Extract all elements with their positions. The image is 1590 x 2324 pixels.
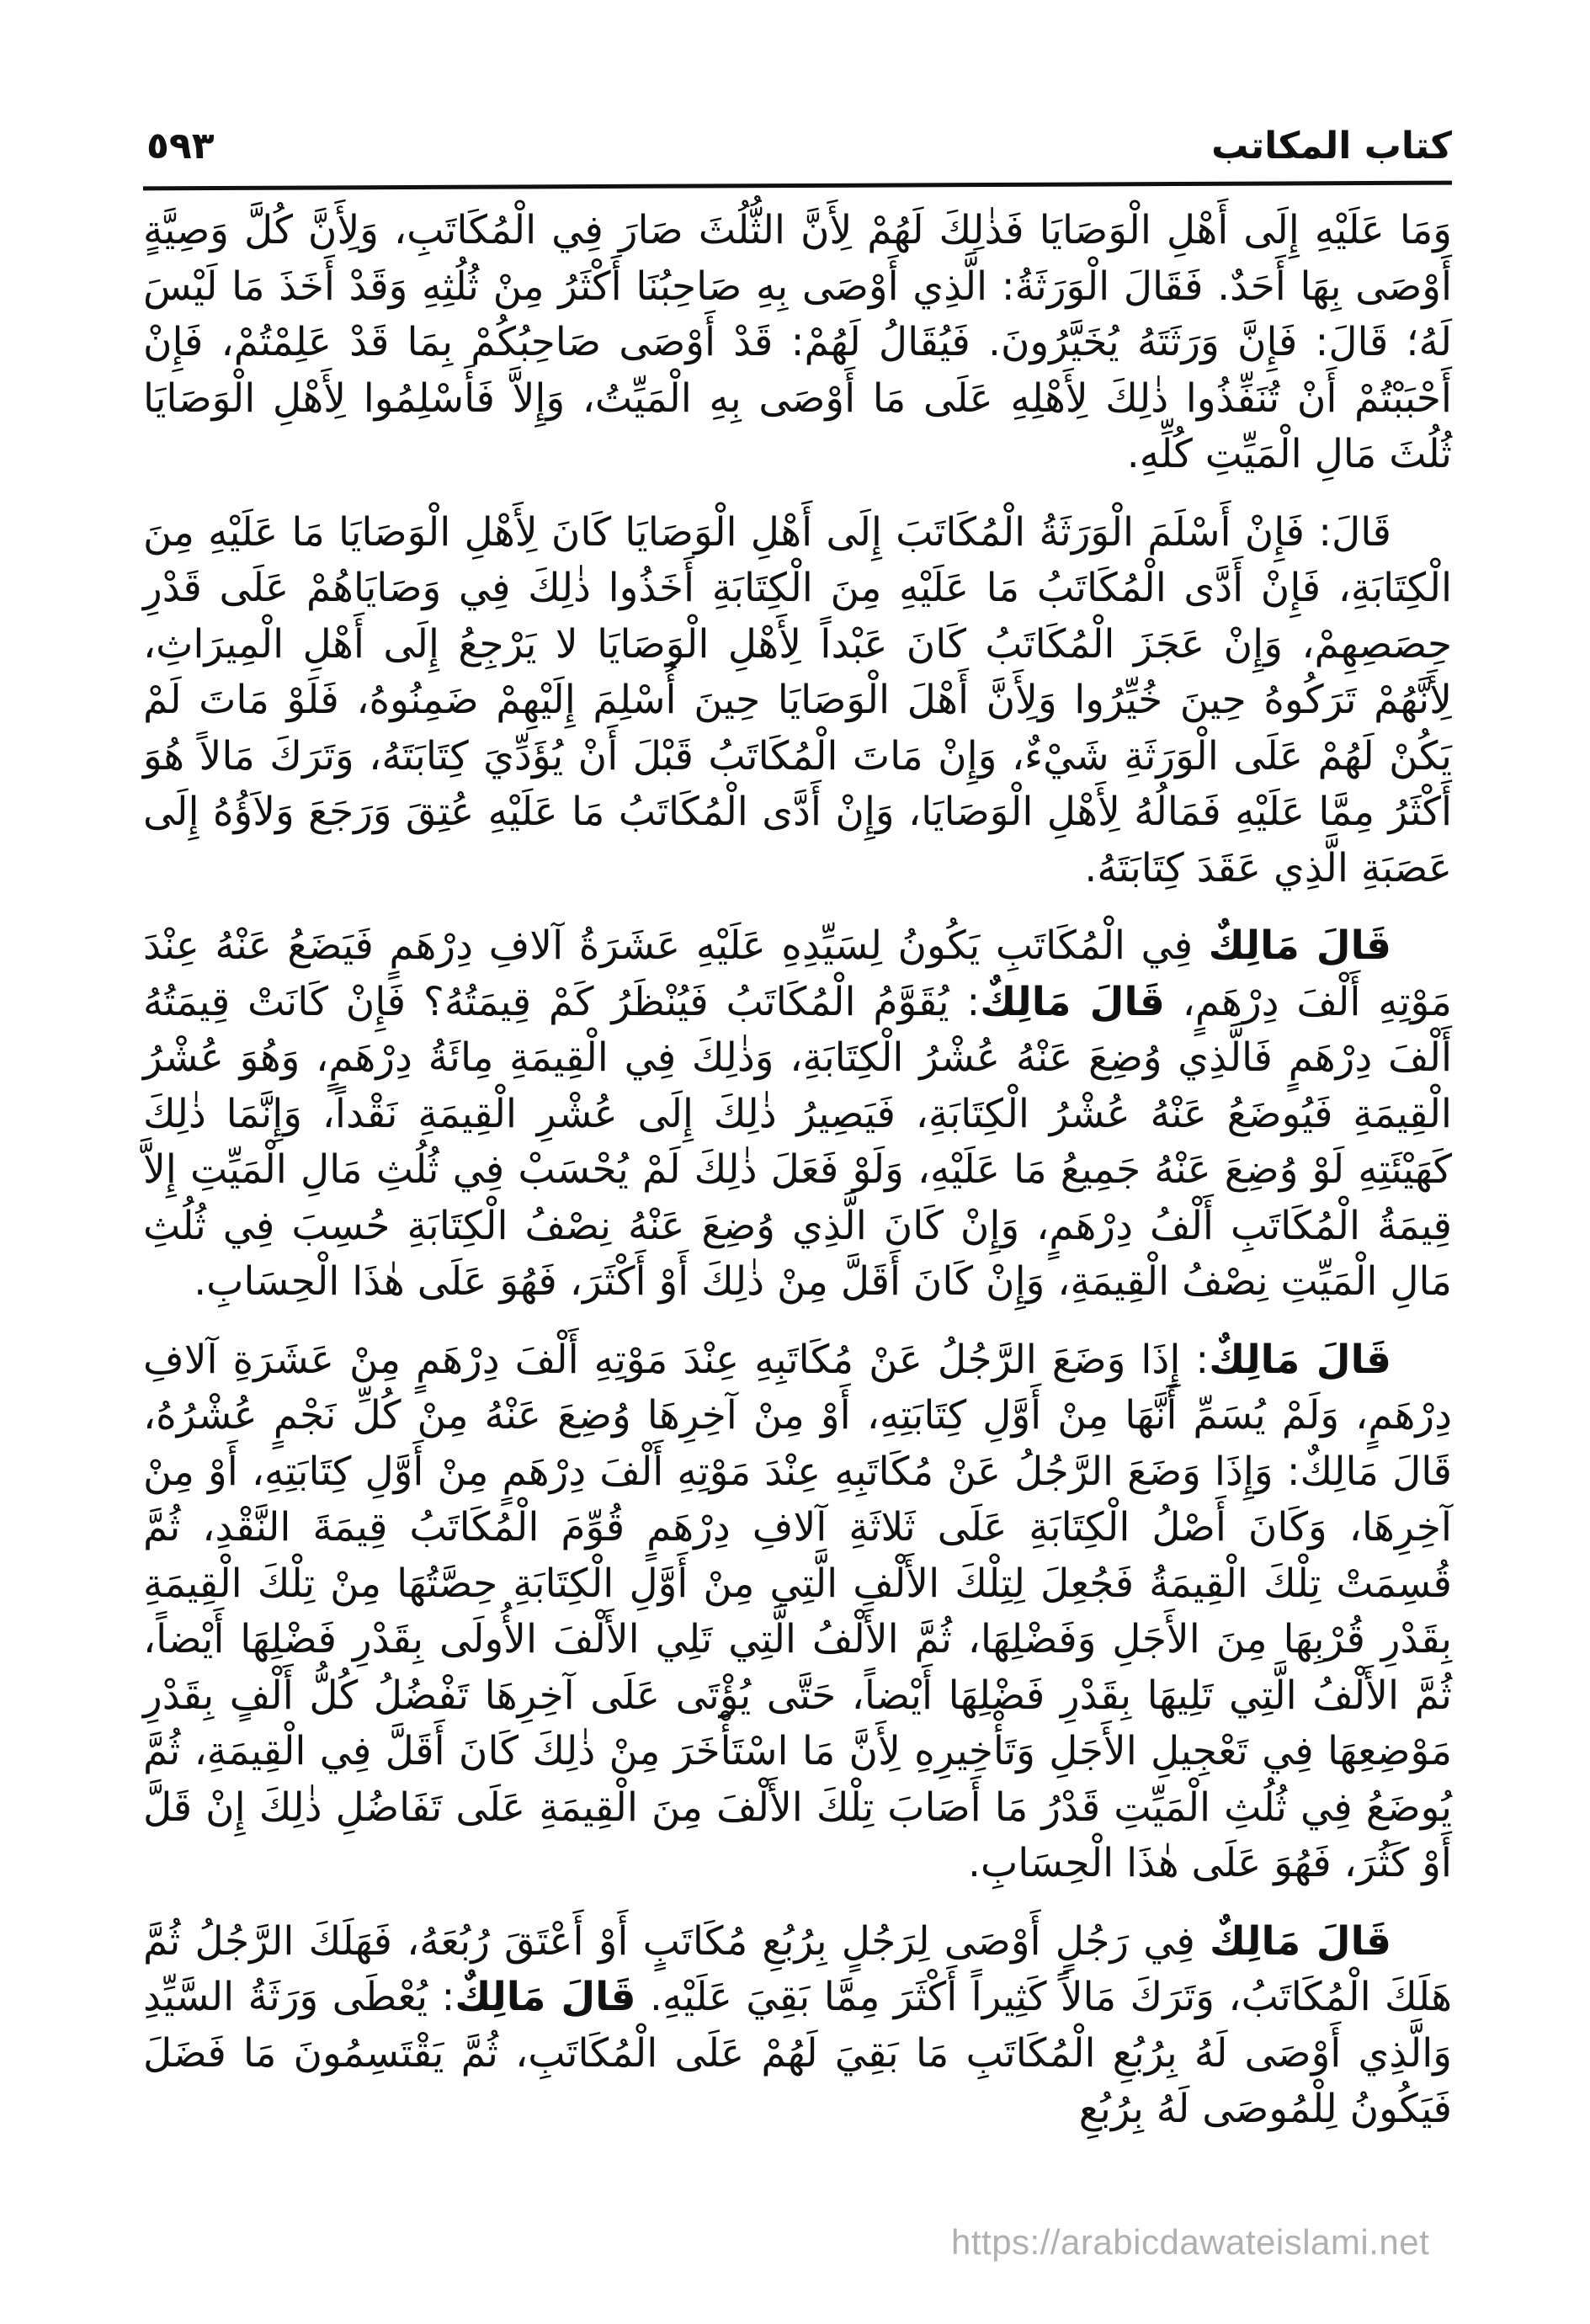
page-body [143, 203, 1452, 2138]
paragraph-text: : يُعْطَى وَرَثَةُ السَّيِّدِ وَالَّذِي أَوْصَى لَهُ بِرُبُعِ الْمُكَاتَبِ مَا بَقِيَ لَهُمْ عَلَى الْمُكَاتَبِ، ثُمَّ يَقْتَسِمُونَ مَا فَضَلَ فَيَكُونُ لِلْمُوصَى لَهُ بِرُبُعِ [143, 1974, 1452, 2132]
paragraph-text: : إِذَا وَضَعَ الرَّجُلُ عَنْ مُكَاتَبِهِ عِنْدَ مَوْتِهِ أَلْفَ دِرْهَمٍ مِنْ عَشَرَةِ آلافِ دِرْهَمٍ، وَلَمْ يُسَمِّ أَنَّهَا مِنْ أَوَّلِ كِتَابَتِهِ، أَوْ مِنْ آخِرِهَا وُضِعَ عَنْهُ مِنْ كُلِّ نَجْمٍ عُشْرُهُ، قَالَ مَالِكٌ: وَإِذَا وَضَعَ الرَّجُلُ عَنْ مُكَاتَبِهِ عِنْدَ مَوْتِهِ أَلْفَ دِرْهَمٍ مِنْ أَوَّلِ كِتَابَتِهِ، أَوْ مِنْ آخِرِهَا، وَكَانَ أَصْلُ الْكِتَابَةِ عَلَى ثَلاثَةِ آلافِ دِرْهَمٍ قُوِّمَ الْمُكَاتَبُ قِيمَةَ النَّقْدِ، ثُمَّ قُسِمَتْ تِلْكَ الْقِيمَةُ فَجُعِلَ لِتِلْكَ الأَلْفِ الَّتِي مِنْ أَوَّلِ الْكِتَابَةِ حِصَّتُهَا مِنْ تِلْكَ الْقِيمَةِ بِقَدْرِ قُرْبِهَا مِنَ الأَجَلِ وَفَضْلِهَا، ثُمَّ الأَلْفُ الَّتِي تَلِي الأَلْفَ الأُولَى بِقَدْرِ فَضْلِهَا أَيْضاً، ثُمَّ الأَلْفُ الَّتِي تَلِيهَا بِقَدْرِ فَضْلِهَا أَيْضاً، حَتَّى يُؤْتَى عَلَى آخِرِهَا تَفْضُلُ كُلُّ أَلْفٍ بِقَدْرِ مَوْضِعِهَا فِي تَعْجِيلِ الأَجَلِ وَتَأْخِيرِهِ لِأَنَّ مَا اسْتَأْخَرَ مِنْ ذٰلِكَ كَانَ أَقَلَّ فِي الْقِيمَةِ، ثُمَّ يُوضَعُ فِي ثُلُثِ الْمَيِّتِ قَدْرُ مَا أَصَابَ تِلْكَ الأَلْفَ مِنَ الْقِيمَةِ عَلَى تَفَاضُلِ ذٰلِكَ إِنْ قَلَّ أَوْ كَثُرَ، فَهُوَ عَلَى هٰذَا الْحِسَابِ. [143, 1336, 1452, 1886]
speaker-label: قَالَ مَالِكٌ [1209, 1336, 1391, 1383]
paragraph [143, 505, 1452, 897]
watermark-url: https://arabicdawateislami.net [951, 2222, 1430, 2262]
chapter-title: كتاب المكاتب [1211, 125, 1452, 168]
paragraph [143, 1914, 1452, 2138]
page-number: ٥٩٣ [146, 125, 215, 168]
paragraph [143, 203, 1452, 483]
running-header [143, 118, 1452, 183]
paragraph [143, 1332, 1452, 1892]
paragraph-text: وَمَا عَلَيْهِ إِلَى أَهْلِ الْوَصَايَا فَذٰلِكَ لَهُمْ لِأَنَّ الثُّلُثَ صَارَ فِي الْمُكَاتَبِ، وَلِأَنَّ كُلَّ وَصِيَّةٍ أَوْصَى بِهَا أَحَدٌ. فَقَالَ الْوَرَثَةُ: الَّذِي أَوْصَى بِهِ صَاحِبُنَا أَكْثَرُ مِنْ ثُلُثِهِ وَقَدْ أَخَذَ مَا لَيْسَ لَهُ؛ قَالَ: فَإِنَّ وَرَثَتَهُ يُخَيَّرُونَ. فَيُقَالُ لَهُمْ: قَدْ أَوْصَى صَاحِبُكُمْ بِمَا قَدْ عَلِمْتُمْ، فَإِنْ أَحْبَبْتُمْ أَنْ تُنَفِّذُوا ذٰلِكَ لِأَهْلِهِ عَلَى مَا أَوْصَى بِهِ الْمَيِّتُ، وَإِلاَّ فَأَسْلِمُوا لِأَهْلِ الْوَصَايَا ثُلُثَ مَالِ الْمَيِّتِ كُلِّهِ. [143, 207, 1452, 477]
speaker-label: قَالَ مَالِكٌ [455, 1974, 636, 2020]
paragraph-text: : يُقَوَّمُ الْمُكَاتَبُ فَيُنْظَرُ كَمْ قِيمَتُهُ؟ فَإِنْ كَانَتْ قِيمَتُهُ أَلْفَ دِرْهَمٍ فَالَّذِي وُضِعَ عَنْهُ عُشْرُ الْكِتَابَةِ، وَذٰلِكَ فِي الْقِيمَةِ مِائَةُ دِرْهَمٍ، وَهُوَ عُشْرُ الْقِيمَةِ فَيُوضَعُ عَنْهُ عُشْرُ الْكِتَابَةِ، فَيَصِيرُ ذٰلِكَ إِلَى عُشْرِ الْقِيمَةِ نَقْداً، وَإِنَّمَا ذٰلِكَ كَهَيْئَتِهِ لَوْ وُضِعَ عَنْهُ جَمِيعُ مَا عَلَيْهِ، وَلَوْ فَعَلَ ذٰلِكَ لَمْ يُحْسَبْ فِي ثُلُثِ مَالِ الْمَيِّتِ إِلاَّ قِيمَةُ الْمُكَاتَبِ أَلْفُ دِرْهَمٍ، وَإِنْ كَانَ الَّذِي وُضِعَ عَنْهُ نِصْفُ الْكِتَابَةِ حُسِبَ فِي ثُلُثِ مَالِ الْمَيِّتِ نِصْفُ الْقِيمَةِ، وَإِنْ كَانَ أَقَلَّ مِنْ ذٰلِكَ أَوْ أَكْثَرَ، فَهُوَ عَلَى هٰذَا الْحِسَابِ. [143, 978, 1452, 1305]
book-page [143, 118, 1452, 2160]
paragraph [143, 918, 1452, 1311]
speaker-label: قَالَ مَالِكٌ [980, 978, 1165, 1025]
paragraph-text: فِي رَجُلٍ أَوْصَى لِرَجُلٍ بِرُبُعِ مُكَاتَبٍ أَوْ أَعْتَقَ رُبُعَهُ، فَهَلَكَ الرَّجُلُ ثُمَّ هَلَكَ الْمُكَاتَبُ، وَتَرَكَ مَالاً كَثِيراً أَكْثَرَ مِمَّا بَقِيَ عَلَيْهِ. [143, 1917, 1452, 2020]
paragraph-text: قَالَ: فَإِنْ أَسْلَمَ الْوَرَثَةُ الْمُكَاتَبَ إِلَى أَهْلِ الْوَصَايَا كَانَ لِأَهْلِ الْوَصَايَا مَا عَلَيْهِ مِنَ الْكِتَابَةِ، فَإِنْ أَدَّى الْمُكَاتَبُ مَا عَلَيْهِ مِنَ الْكِتَابَةِ أَخَذُوا ذٰلِكَ فِي وَصَايَاهُمْ عَلَى قَدْرِ حِصَصِهِمْ، وَإِنْ عَجَزَ الْمُكَاتَبُ كَانَ عَبْداً لِأَهْلِ الْوَصَايَا لا يَرْجِعُ إِلَى أَهْلِ الْمِيرَاثِ، لِأَنَّهُمْ تَرَكُوهُ حِينَ خُيِّرُوا وَلِأَنَّ أَهْلَ الْوَصَايَا حِينَ أُسْلِمَ إِلَيْهِمْ ضَمِنُوهُ، فَلَوْ مَاتَ لَمْ يَكُنْ لَهُمْ عَلَى الْوَرَثَةِ شَيْءٌ، وَإِنْ مَاتَ الْمُكَاتَبُ قَبْلَ أَنْ يُؤَدِّيَ كِتَابَتَهُ، وَتَرَكَ مَالاً هُوَ أَكْثَرُ مِمَّا عَلَيْهِ فَمَالُهُ لِأَهْلِ الْوَصَايَا، وَإِنْ أَدَّى الْمُكَاتَبُ مَا عَلَيْهِ عُتِقَ وَرَجَعَ وَلاَؤُهُ إِلَى عَصَبَةِ الَّذِي عَقَدَ كِتَابَتَهُ. [143, 508, 1452, 891]
speaker-label: قَالَ مَالِكٌ [1210, 1917, 1391, 1965]
paragraph-text: فِي الْمُكَاتَبِ يَكُونُ لِسَيِّدِهِ عَلَيْهِ عَشَرَةُ آلافِ دِرْهَمٍ فَيَضَعُ عَنْهُ عِنْدَ مَوْتِهِ أَلْفَ دِرْهَمٍ، [143, 923, 1452, 1025]
speaker-label: قَالَ مَالِكٌ [1208, 923, 1391, 969]
